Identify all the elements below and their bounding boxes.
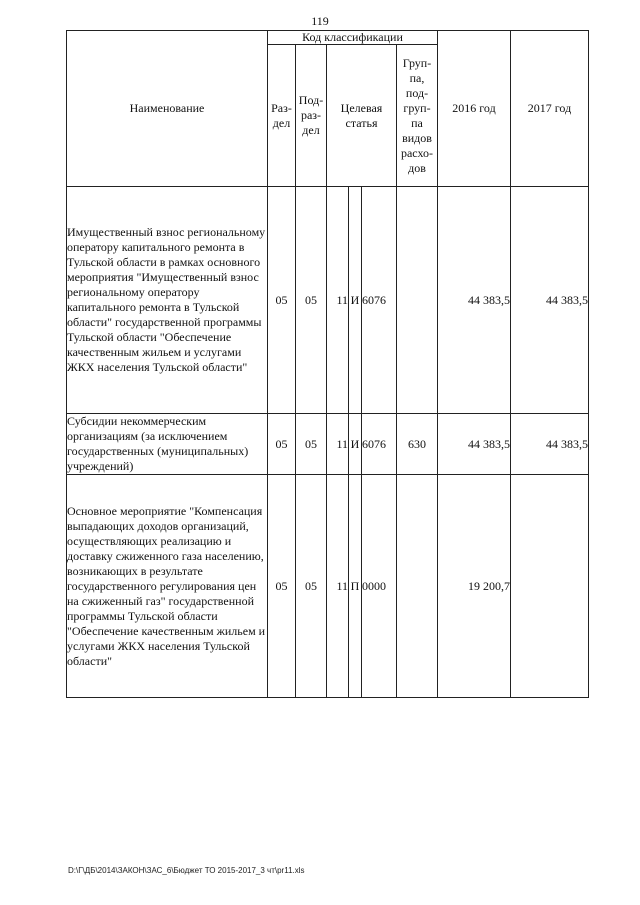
- row-celevaya-part3: 6076: [362, 414, 397, 475]
- row-celevaya-part1: 11: [327, 414, 349, 475]
- row-celevaya-part3: 6076: [362, 187, 397, 414]
- row-name: Имущественный взнос региональному оператору капитального ремонта в Тульской области в рамках основного мероприятия "Имущественный взнос региональному оператору капитального ремонта в Тульской области" государственной программы Тульской области "Обеспечение качественным жильем и услугами ЖКХ населения Тульской области": [67, 187, 268, 414]
- col-header-razdel: Раз- дел: [268, 45, 296, 187]
- row-gruppa: [397, 187, 438, 414]
- page-number: 119: [311, 14, 329, 28]
- row-gruppa: [397, 475, 438, 698]
- budget-table: [66, 30, 589, 698]
- file-path-footer: D:\Г\ДБ\2014\ЗАКОН\ЗАС_6\Бюджет ТО 2015-2017_3 чт\pr11.xls: [68, 866, 305, 875]
- table-row: [67, 475, 589, 698]
- row-value-2017: 44 383,5: [511, 414, 589, 475]
- row-celevaya-part3: 0000: [362, 475, 397, 698]
- row-razdel: 05: [268, 187, 296, 414]
- col-header-name: Наименование: [67, 31, 268, 187]
- row-celevaya-part2: И: [349, 414, 362, 475]
- row-value-2016: 19 200,7: [438, 475, 511, 698]
- row-celevaya-part2: П: [349, 475, 362, 698]
- row-value-2016: 44 383,5: [438, 187, 511, 414]
- row-value-2016: 44 383,5: [438, 414, 511, 475]
- col-header-gruppa: Груп- па, под- груп- па видов расхо- дов: [397, 45, 438, 187]
- row-podrazdel: 05: [296, 475, 327, 698]
- col-header-podrazdel: Под- раз- дел: [296, 45, 327, 187]
- row-celevaya-part1: 11: [327, 475, 349, 698]
- table-row: [67, 187, 589, 414]
- row-razdel: 05: [268, 475, 296, 698]
- row-gruppa: 630: [397, 414, 438, 475]
- col-header-celevaya-statya: Целевая статья: [327, 45, 397, 187]
- row-podrazdel: 05: [296, 414, 327, 475]
- col-header-2016: 2016 год: [438, 31, 511, 187]
- row-razdel: 05: [268, 414, 296, 475]
- row-value-2017: 44 383,5: [511, 187, 589, 414]
- row-celevaya-part2: И: [349, 187, 362, 414]
- row-podrazdel: 05: [296, 187, 327, 414]
- row-celevaya-part1: 11: [327, 187, 349, 414]
- table-row: [67, 414, 589, 475]
- row-name: Субсидии некоммерческим организациям (за исключением государственных (муниципальных) учреждений): [67, 414, 268, 475]
- row-value-2017: [511, 475, 589, 698]
- header-row-top: [67, 31, 589, 45]
- row-name: Основное мероприятие "Компенсация выпадающих доходов организаций, осуществляющих реализацию и доставку сжиженного газа населению, возникающих в результате государственного регулирования цен на сжиженный газ" государственной программы Тульской области "Обеспечение качественным жильем и услугами ЖКХ населения Тульской области": [67, 475, 268, 698]
- col-header-code-group: Код классификации: [268, 31, 438, 45]
- col-header-2017: 2017 год: [511, 31, 589, 187]
